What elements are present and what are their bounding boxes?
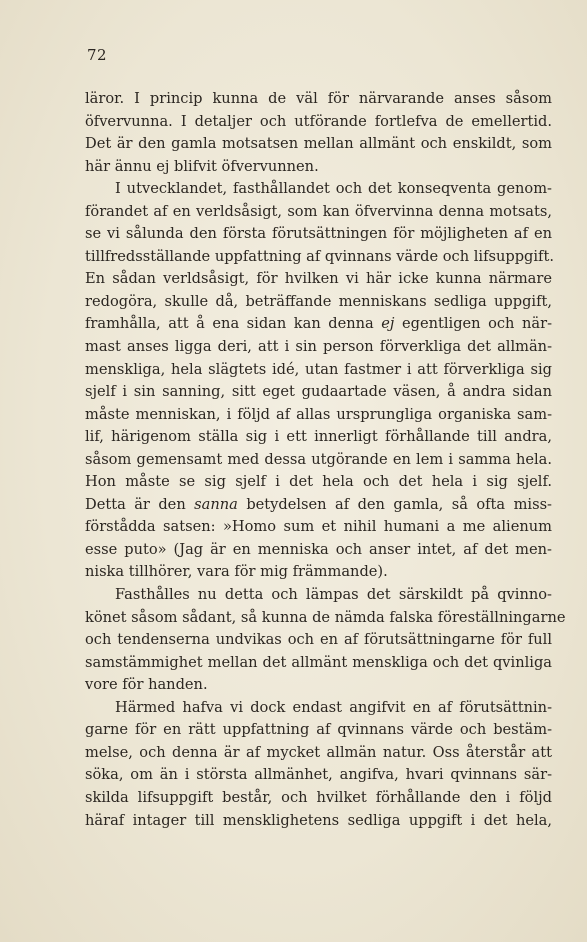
text-line: vore för handen. [85,676,208,694]
text-line: niska tillhörer, vara för mig främmande). [85,563,388,581]
text-line: se vi sålunda den första förutsättningen för möjligheten af en [85,225,552,243]
text-line: Fasthålles nu detta och lämpas det särskildt på qvinno- [115,586,552,604]
text-run: betydelsen af den gamla, så ofta miss- [237,495,552,513]
text-line: skilda lifsuppgift består, och hvilket förhållande den i följd [85,788,552,806]
text-line: förstådda satsen: »Homo sum et nihil humani a me alienum [85,518,552,536]
text-line-with-italic [85,313,552,336]
text-line: En sådan verldsåsigt, för hvilken vi här icke kunna närmare [85,270,552,288]
italic-word: sanna [194,495,238,513]
text-run: framhålla, att å ena sidan kan denna [85,315,382,333]
text-line: könet såsom sådant, så kunna de nämda falska föreställningarne [85,608,566,626]
text-line: och tendenserna undvikas och en af förutsättningarne för full [85,631,552,649]
text-line: melse, och denna är af mycket allmän natur. Oss återstår att [85,743,552,761]
text-line: tillfredsställande uppfattning af qvinnans värde och lifsuppgift. [85,247,554,265]
paragraph-3 [85,584,566,697]
paragraph-1 [85,88,552,178]
text-line: såsom gemensamt med dessa utgörande en lem i samma hela. [85,450,552,468]
paragraph-4 [85,697,552,832]
text-line: sjelf i sin sanning, sitt eget gudaartade väsen, å andra sidan [85,383,552,401]
text-line: Härmed hafva vi dock endast angifvit en af förutsättnin- [115,698,552,716]
text-run: egentligen och när- [394,315,552,333]
text-line: häraf intager till mensklighetens sedliga uppgift i det hela, [85,811,552,829]
text-line: I utvecklandet, fasthållandet och det konseqventa genom- [115,180,552,198]
text-line: måste menniskan, i följd af allas ursprungliga organiska sam- [85,405,552,423]
text-line: förandet af en verldsåsigt, som kan öfvervinna denna motsats, [85,202,552,220]
text-line: läror. I princip kunna de väl för närvarande anses såsom [85,90,552,107]
text-line: lif, härigenom ställa sig i ett innerligt förhållande till andra, [85,428,552,446]
text-line: mast anses ligga deri, att i sin person förverkliga det allmän- [85,338,552,356]
italic-word: ej [381,315,395,333]
text-line: Hon måste se sig sjelf i det hela och det hela i sig sjelf. [85,473,552,491]
text-line: här ännu ej blifvit öfvervunnen. [85,157,319,175]
text-line: menskliga, hela slägtets idé, utan fastmer i att förverkliga sig [85,360,552,378]
page-number: 72 [87,46,108,64]
text-line: samstämmighet mellan det allmänt menskliga och det qvinliga [85,653,552,671]
text-line-with-italic [85,494,552,517]
text-line: esse puto» (Jag är en menniska och anser intet, af det men- [85,540,552,558]
paragraph-2 [85,178,552,584]
text-run: Detta är den [85,495,195,513]
body-text [85,88,566,832]
text-line: öfvervunna. I detaljer och utförande fortlefva de emellertid. [85,112,552,130]
text-line: garne för en rätt uppfattning af qvinnans värde och bestäm- [85,721,552,739]
text-line: söka, om än i största allmänhet, angifva, hvari qvinnans sär- [85,766,552,784]
text-line: redogöra, skulle då, beträffande menniskans sedliga uppgift, [85,292,552,310]
text-line: Det är den gamla motsatsen mellan allmänt och enskildt, som [85,135,552,153]
